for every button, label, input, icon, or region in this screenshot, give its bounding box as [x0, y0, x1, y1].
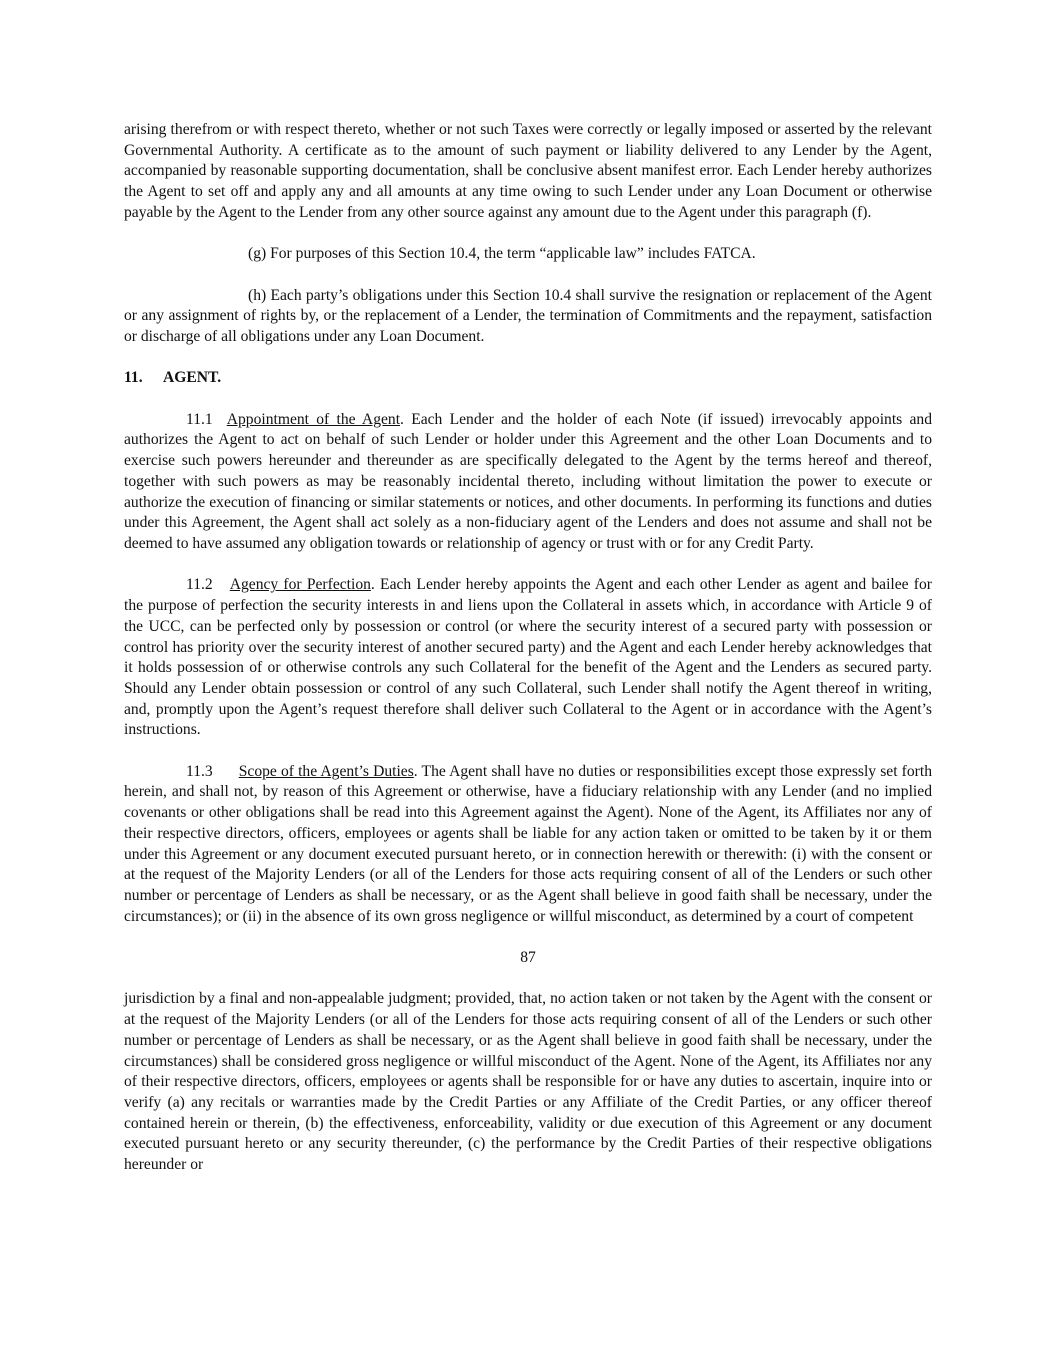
paragraph-f-continuation: arising therefrom or with respect thereto, whether or not such Taxes were correctly or legally imposed or asserted by the relevant Governmental Authority. A certificate as to the amount of such payment or liability delivered to any Lender by the Agent, accompanied by reasonable supporting documentation, shall be conclusive absent manifest error. Each Lender hereby authorizes the Agent to set off and apply any and all amounts at any time owing to such Lender under any Loan Document or otherwise payable by the Agent to the Lender from any other source against any amount due to the Agent under this paragraph (f).	[124, 121, 932, 221]
paragraph-h: (h) Each party’s obligations under this Section 10.4 shall survive the resignation or replacement of the Agent or any assignment of rights by, or the replacement of a Lender, the termination of Commitments and the repayment, satisfaction or discharge of all obligations under any Loan Document.	[124, 286, 932, 345]
spacer	[124, 265, 932, 286]
paragraph-g: (g) For purposes of this Section 10.4, the term “applicable law” includes FATCA.	[248, 245, 756, 263]
section-11-1	[124, 410, 932, 555]
section-11-3-title: Scope of the Agent’s Duties	[238, 762, 414, 780]
document-page	[124, 120, 932, 1176]
spacer	[124, 224, 932, 245]
section-11-2-number: 11.2	[186, 576, 213, 594]
section-11-2	[124, 575, 932, 741]
section-heading	[124, 368, 932, 389]
section-title: AGENT.	[163, 369, 222, 387]
section-number: 11.	[124, 369, 143, 387]
next-page-paragraph: jurisdiction by a final and non-appealable judgment; provided, that, no action taken or not taken by the Agent with the consent or at the request of the Majority Lenders (or all of the Lenders for those acts requiring consent of all of the Lenders or such other number or percentage of Lenders as shall be necessary, or as the Agent shall believe in good faith shall be necessary, under the circumstances) shall be considered gross negligence or willful misconduct of the Agent. None of the Agent, its Affiliates nor any of their respective directors, officers, employees or agents shall be responsible for or have any duties to ascertain, inquire into or verify (a) any recitals or warranties made by the Credit Parties or any Affiliate of the Credit Parties, or any officer thereof contained herein or therein, (b) the effectiveness, enforceability, validity or due execution of this Agreement or any document executed pursuant hereto or any security thereunder, (c) the performance by the Credit Parties of their respective obligations hereunder or	[124, 990, 932, 1174]
section-11-3	[124, 762, 932, 928]
spacer	[124, 555, 932, 576]
section-11-3-body: . The Agent shall have no duties or responsibilities except those expressly set forth herein, and shall not, by reason of this Agreement or otherwise, have a fiduciary relationship with any Lender (and no implied covenants or other obligations shall be read into this Agreement against the Agent). None of the Agent, its Affiliates nor any of their respective directors, officers, employees or agents shall be liable for any action taken or omitted to be taken by it or them under this Agreement or any document executed pursuant hereto, or in connection herewith or therewith: (i) with the consent or at the request of the Majority Lenders (or all of the Lenders for those acts requiring consent of all of the Lenders or such other number or percentage of Lenders as shall be necessary, or as the Agent shall believe in good faith shall be necessary, under the circumstances); or (ii) in the absence of its own gross negligence or willful misconduct, as determined by a court of competent	[124, 762, 932, 925]
section-11-3-number: 11.3	[186, 762, 213, 780]
spacer	[124, 741, 932, 762]
spacer	[124, 348, 932, 369]
section-11-1-number: 11.1	[186, 410, 213, 428]
spacer	[124, 927, 932, 948]
page-number: 87	[520, 949, 536, 967]
section-11-2-body: . Each Lender hereby appoints the Agent and each other Lender as agent and bailee for the purpose of perfection the security interests in and liens upon the Collateral in assets which, in accordance with Article 9 of the UCC, can be perfected only by possession or control (or where the security interest of a secured party with possession or control has priority over the security interest of another secured party) and the Agent and each Lender hereby acknowledges that it holds possession of or otherwise controls any such Collateral for the benefit of the Agent and the Lenders as secured party. Should any Lender obtain possession or control of any such Collateral, such Lender shall notify the Agent thereof in writing, and, promptly upon the Agent’s request therefore shall deliver such Collateral to the Agent or in accordance with the Agent’s instructions.	[124, 576, 932, 739]
section-11-2-title: Agency for Perfection	[229, 576, 371, 594]
section-11-1-body: . Each Lender and the holder of each Note (if issued) irrevocably appoints and authorizes the Agent to act on behalf of such Lender or holder under this Agreement and the other Loan Documents and to exercise such powers hereunder and thereunder as are specifically delegated to the Agent by the terms hereof and thereof, together with such powers as may be reasonably incidental thereto, including without limitation the power to execute or authorize the execution of financing or similar statements or notices, and other documents. In performing its functions and duties under this Agreement, the Agent shall act solely as a non-fiduciary agent of the Lenders and does not assume and shall not be deemed to have assumed any obligation towards or relationship of agency or trust with or for any Credit Party.	[124, 410, 932, 552]
spacer	[124, 969, 932, 990]
spacer	[124, 389, 932, 410]
section-11-1-title: Appointment of the Agent	[226, 410, 401, 428]
